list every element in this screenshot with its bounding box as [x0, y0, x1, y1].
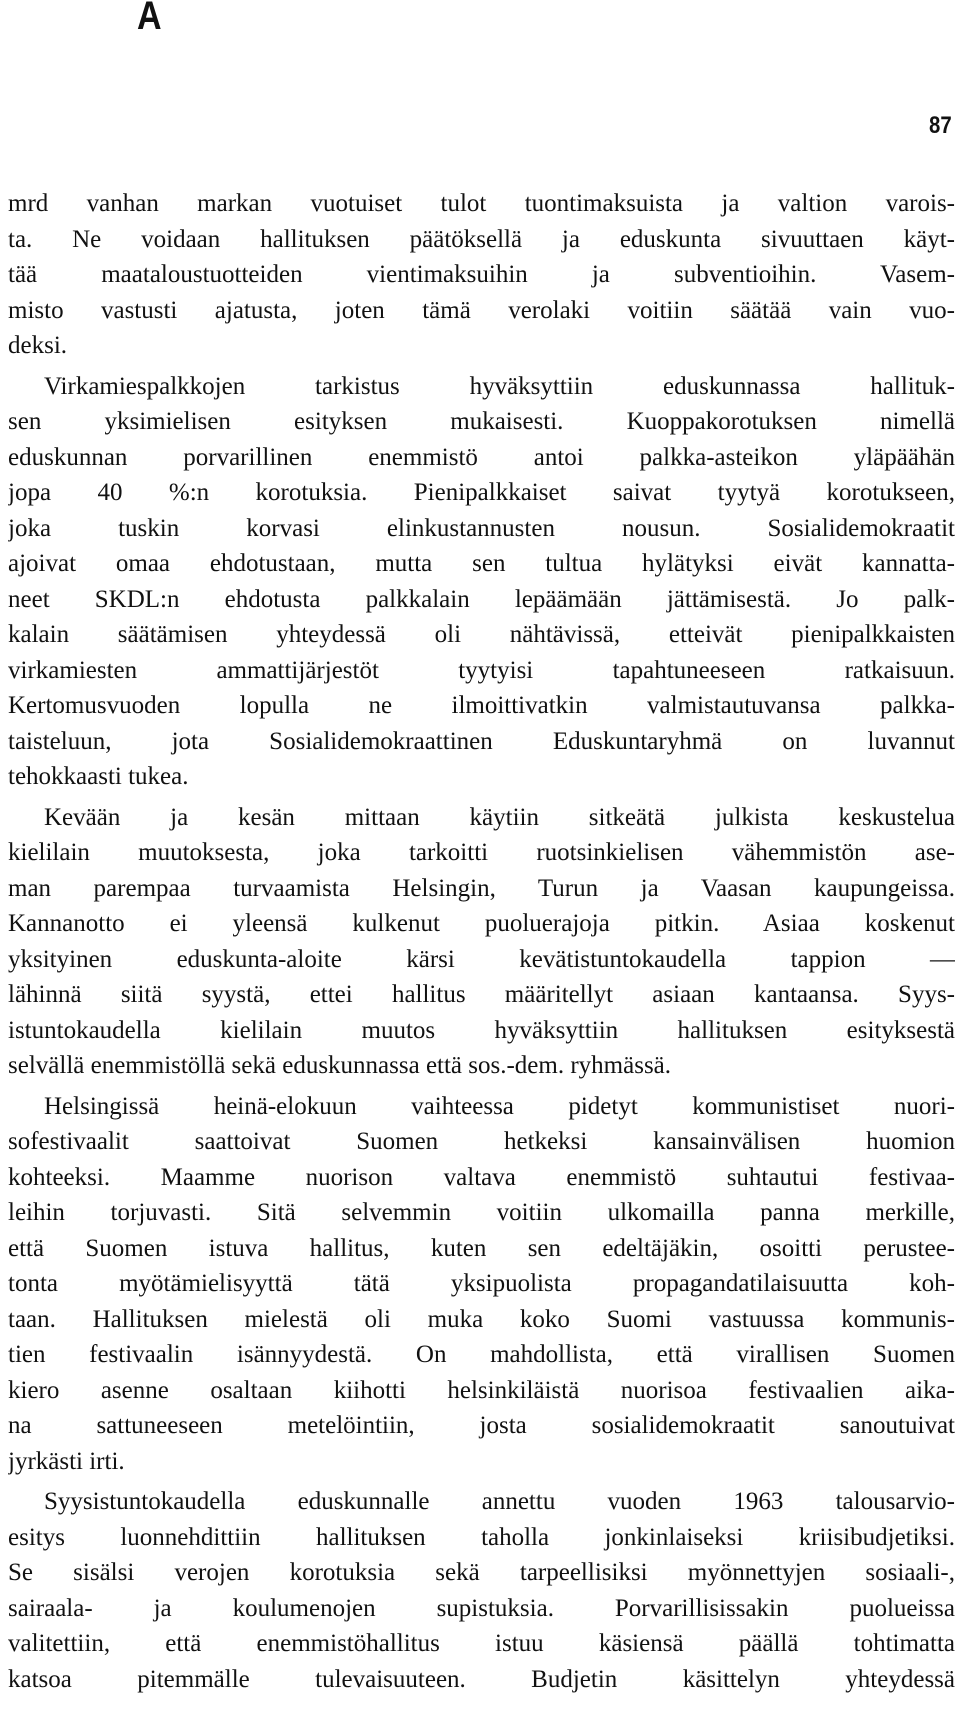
text-line: sen yksimielisen esityksen mukaisesti. Kuoppakorotuksen nimellä: [8, 408, 955, 435]
text-line: jopa 40 %:n korotuksia. Pienipalkkaiset saivat tyytyä korotukseen,: [8, 479, 955, 506]
text-line: virkamiesten ammattijärjestöt tyytyisi tapahtuneeseen ratkaisuun.: [8, 656, 955, 684]
text-line: valitettiin, että enemmistöhallitus istuu käsiensä päällä tohtimatta: [8, 1630, 955, 1657]
text-line: taan. Hallituksen mielestä oli muka koko Suomi vastuussa kommunis-: [8, 1305, 955, 1333]
text-line: jyrkästi irti.: [8, 1447, 125, 1475]
paragraph: [8, 1484, 955, 1697]
body-text: [8, 186, 955, 1702]
text-line: taisteluun, jota Sosialidemokraattinen Eduskuntaryhmä on luvannut: [8, 727, 955, 755]
paragraph: [8, 369, 955, 795]
paragraph: [8, 800, 955, 1084]
text-line: mrd vanhan markan vuotuiset tulot tuontimaksuista ja valtion varois-: [8, 190, 955, 217]
text-line: Kannanotto ei yleensä kulkenut puoluerajoja pitkin. Asiaa koskenut: [8, 910, 955, 937]
text-line: Syysistuntokaudella eduskunnalle annettu vuoden 1963 talousarvio-: [44, 1488, 955, 1515]
text-line: misto vastusti ajatusta, joten tämä verolaki voitiin säätää vain vuo-: [8, 296, 955, 324]
text-line: tonta myötämielisyyttä tätä yksipuolista propagandatilaisuutta koh-: [8, 1270, 955, 1297]
text-line: ta. Ne voidaan hallituksen päätöksellä ja eduskunta sivuuttaen käyt-: [8, 225, 955, 253]
paragraph: [8, 186, 955, 364]
text-line: neet SKDL:n ehdotusta palkkalain lepäämään jättämisestä. Jo palk-: [8, 585, 955, 613]
text-line: Virkamiespalkkojen tarkistus hyväksyttiin eduskunnassa hallituk-: [44, 372, 955, 400]
text-line: Se sisälsi verojen korotuksia sekä tarpeellisiksi myönnettyjen sosiaali-,: [8, 1559, 955, 1586]
text-line: ajoivat omaa ehdotustaan, mutta sen tultua hylätyksi eivät kannatta-: [8, 550, 955, 577]
text-line: Kevään ja kesän mittaan käytiin sitkeätä julkista keskustelua: [44, 803, 955, 831]
text-line: esitys luonnehdittiin hallituksen taholla jonkinlaiseksi kriisibudjetiksi.: [8, 1523, 955, 1551]
text-line: kalain säätämisen yhteydessä oli nähtävissä, etteivät pienipalkkaisten: [8, 621, 955, 648]
text-line: lähinnä siitä syystä, ettei hallitus määritellyt asiaan kantaansa. Syys-: [8, 981, 955, 1008]
text-line: katsoa pitemmälle tulevaisuuteen. Budjetin käsittelyn yhteydessä: [8, 1665, 955, 1693]
text-line: kiero asenne osaltaan kiihotti helsinkiläistä nuorisoa festivaalien aika-: [8, 1376, 955, 1404]
text-line: kohteeksi. Maamme nuorison valtava enemmistö suhtautui festivaa-: [8, 1163, 955, 1191]
text-line: istuntokaudella kielilain muutos hyväksyttiin hallituksen esityksestä: [8, 1016, 955, 1044]
text-line: yksityinen eduskunta-aloite kärsi kevätistuntokaudella tappion —: [8, 945, 955, 973]
text-line: tehokkaasti tukea.: [8, 763, 189, 790]
section-letter: A: [137, 0, 162, 38]
text-line: tien festivaalin isännyydestä. On mahdollista, että virallisen Suomen: [8, 1341, 955, 1368]
text-line: selvällä enemmistöllä sekä eduskunnassa että sos.-dem. ryhmässä.: [8, 1052, 672, 1079]
text-line: deksi.: [8, 332, 68, 359]
text-line: Kertomusvuoden lopulla ne ilmoittivatkin valmistautuvansa palkka-: [8, 692, 955, 719]
text-line: joka tuskin korvasi elinkustannusten nousun. Sosialidemokraatit: [8, 514, 955, 542]
text-line: Helsingissä heinä-elokuun vaihteessa pidetyt kommunistiset nuori-: [44, 1092, 955, 1120]
text-line: että Suomen istuva hallitus, kuten sen edeltäjäkin, osoitti perustee-: [8, 1234, 955, 1262]
text-line: leihin torjuvasti. Sitä selvemmin voitiin ulkomailla panna merkille,: [8, 1199, 955, 1226]
text-line: kielilain muutoksesta, joka tarkoitti ruotsinkielisen vähemmistön ase-: [8, 839, 955, 866]
text-line: man parempaa turvaamista Helsingin, Turun ja Vaasan kaupungeissa.: [8, 874, 955, 902]
paragraph: [8, 1089, 955, 1480]
page-number: 87: [929, 112, 952, 139]
text-line: na sattuneeseen metelöintiin, josta sosialidemokraatit sanoutuivat: [8, 1412, 955, 1439]
text-line: tää maataloustuotteiden vientimaksuihin ja subventioihin. Vasem-: [8, 261, 955, 288]
text-line: sairaala- ja koulumenojen supistuksia. Porvarillisissakin puolueissa: [8, 1594, 955, 1622]
text-line: sofestivaalit saattoivat Suomen hetkeksi kansainvälisen huomion: [8, 1128, 955, 1155]
text-line: eduskunnan porvarillinen enemmistö antoi palkka-asteikon yläpäähän: [8, 443, 955, 471]
